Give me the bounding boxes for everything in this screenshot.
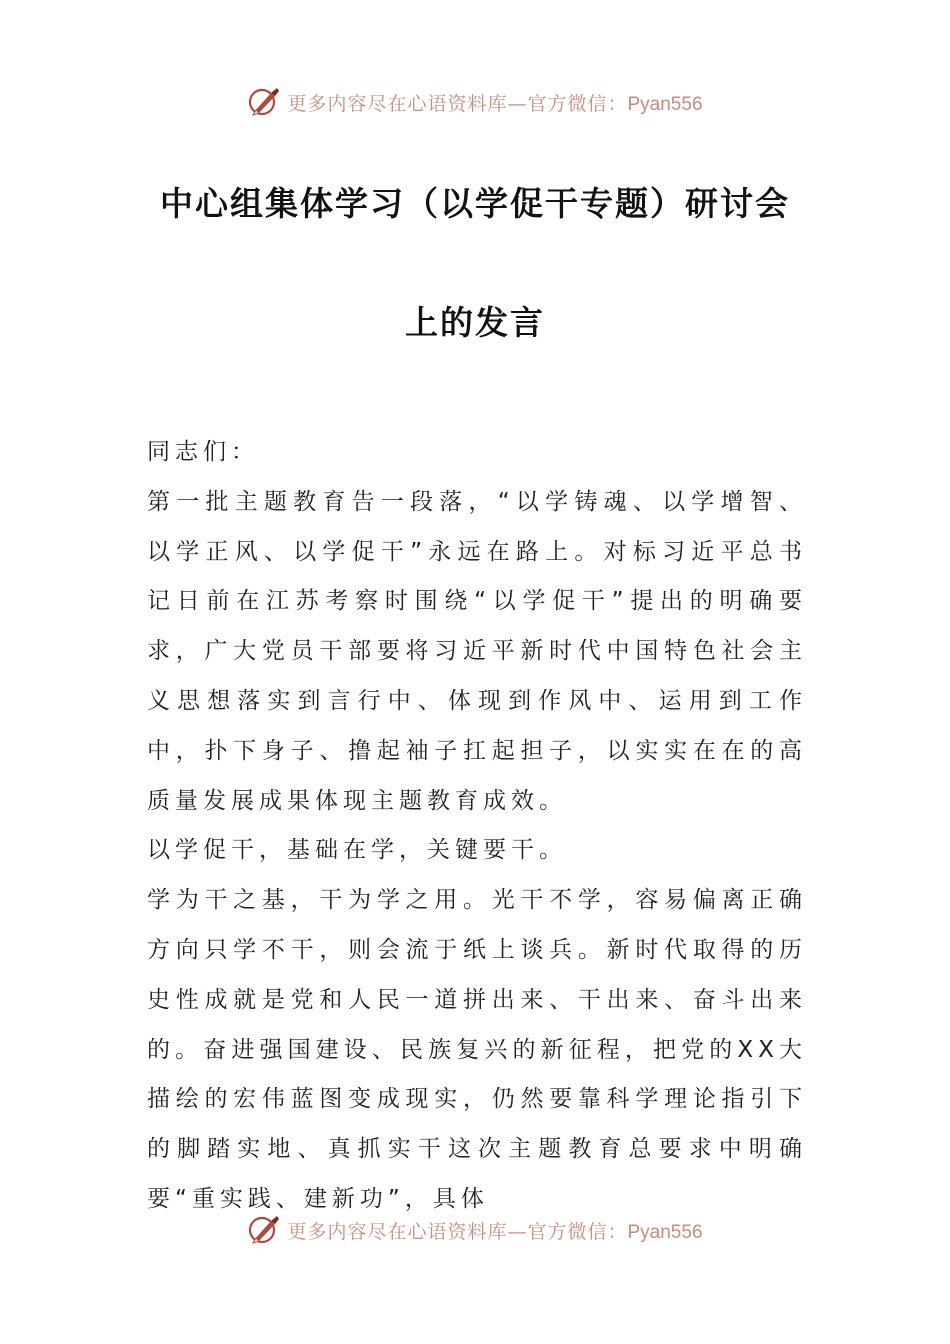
watermark-wechat-id: Pyan556 [627, 93, 703, 115]
watermark-header [0, 84, 950, 120]
document-body [147, 428, 807, 1225]
watermark-footer [0, 1212, 950, 1248]
paragraph: 学为干之基，干为学之用。光干不学，容易偏离正确方向只学不干，则会流于纸上谈兵。新时代取得的历史性成就是党和人民一道拼出来、干出来、奋斗出来的。奋进强国建设、民族复兴的新征程，把党的XX大描绘的宏伟蓝图变成现实，仍然要靠科学理论指引下的脚踏实地、真抓实干这次主题教育总要求中明确要“重实践、建新功”，具体 [147, 887, 807, 1212]
watermark-wechat-id: Pyan556 [627, 1221, 703, 1243]
document-title-line-1: 中心组集体学习（以学促干专题）研讨会 [160, 184, 790, 223]
salutation: 同志们： [147, 439, 259, 465]
pen-logo-icon [247, 85, 281, 119]
document-title-line-2: 上的发言 [405, 303, 545, 342]
watermark-text: 更多内容尽在心语资料库—官方微信：Pyan556 [287, 92, 703, 115]
pen-logo-icon [247, 1213, 281, 1247]
paragraph: 第一批主题教育告一段落，“以学铸魂、以学增智、以学正风、以学促干”永远在路上。对标习近平总书记日前在江苏考察时围绕“以学促干”提出的明确要求，广大党员干部要将习近平新时代中国特色社会主义思想落实到言行中、体现到作风中、运用到工作中，扑下身子、撸起袖子扛起担子，以实实在在的高质量发展成果体现主题教育成效。 [147, 488, 807, 814]
paragraph: 以学促干，基础在学，关键要干。 [147, 837, 567, 864]
watermark-text: 更多内容尽在心语资料库—官方微信：Pyan556 [287, 1220, 703, 1243]
